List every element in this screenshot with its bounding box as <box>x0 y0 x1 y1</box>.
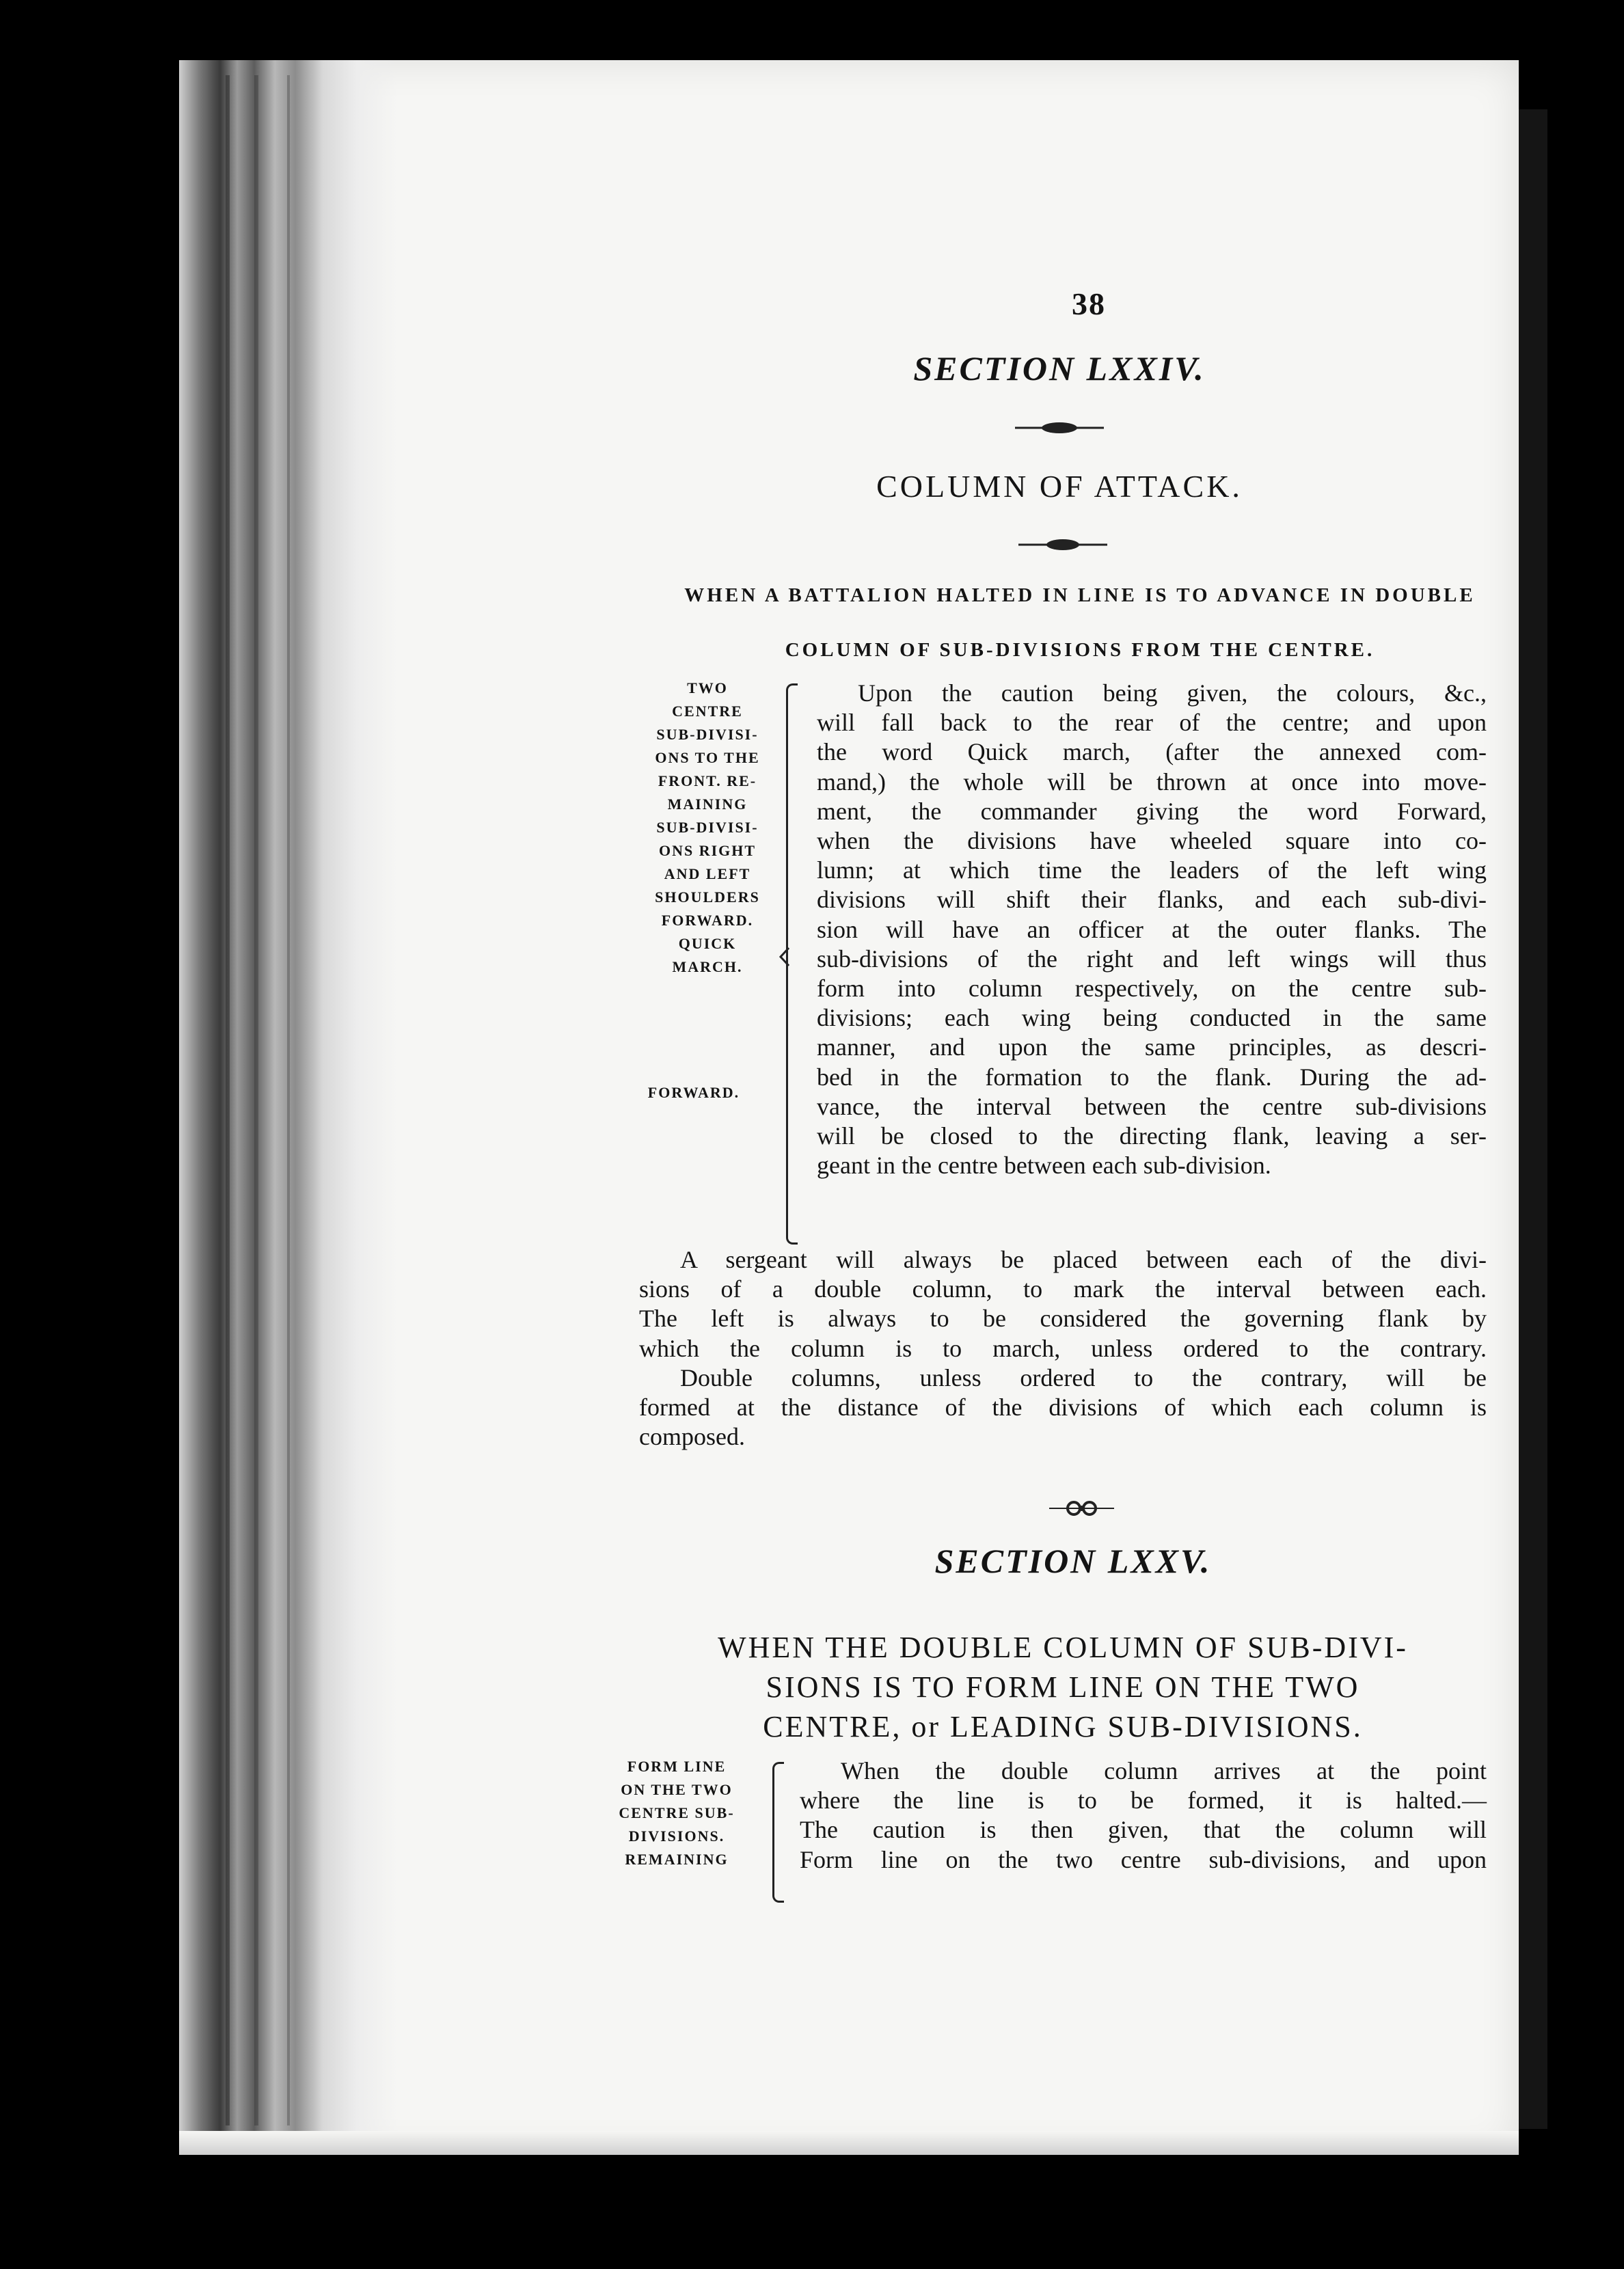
section-74-title: SECTION LXXIV. <box>913 349 1206 388</box>
scanner-edge-strip <box>1519 109 1547 2129</box>
section-74-paragraph-2: A sergeant will always be placed between each of the divi- sions of a double column, to mark the interval between each. The left is always to be considered the governing flank by which the column is to march, unless ordered to the contrary. <box>639 1246 1487 1362</box>
margin-note-column-commands: TWO CENTRE SUB-DIVISI- ONS TO THE FRONT. RE- MAINING SUB-DIVISI- ONS RIGHT AND LEFT SHOULDERS FORWARD. QUICK MARCH. <box>655 679 760 975</box>
section-74-paragraph-3: Double columns, unless ordered to the contrary, will be formed at the distance of the divisions of which each column is composed. <box>639 1364 1487 1451</box>
ornament-rule-icon <box>1018 536 1107 554</box>
margin-note-forward: FORWARD. <box>647 1084 740 1101</box>
page-number: 38 <box>1072 286 1106 321</box>
section-74-subheading-line1: WHEN A BATTALION HALTED IN LINE IS TO ADVANCE IN DOUBLE <box>684 584 1476 606</box>
ornament-rule-icon <box>1015 419 1104 437</box>
section-74-heading: COLUMN OF ATTACK. <box>876 469 1243 504</box>
ornament-scroll-icon <box>1049 1497 1114 1520</box>
section-75-heading: WHEN THE DOUBLE COLUMN OF SUB-DIVI- SIONS IS TO FORM LINE ON THE TWO CENTRE, or LEADING SUB-DIVISIONS. <box>718 1631 1408 1743</box>
bracket-point-icon <box>778 947 791 967</box>
page-bottom-edge <box>179 2131 1519 2155</box>
section-74-subheading-line2: COLUMN OF SUB-DIVISIONS FROM THE CENTRE. <box>785 639 1375 661</box>
margin-note-form-line: FORM LINE ON THE TWO CENTRE SUB- DIVISIONS. REMAINING <box>619 1758 735 1868</box>
binding-shadow-line <box>226 75 230 2125</box>
section-75-title: SECTION LXXV. <box>934 1542 1212 1580</box>
binding-shadow-line <box>287 75 290 2125</box>
binding-shadow-line <box>254 75 258 2125</box>
section-75-paragraph-1: When the double column arrives at the point where the line is to be formed, it is halted.— The caution is then given, that the column will Form line on the two centre sub-divisions, and upon <box>800 1757 1487 1873</box>
margin-bracket <box>772 1762 784 1903</box>
section-74-paragraph-1: Upon the caution being given, the colours, &c., will fall back to the rear of the centre; and upon the word Quick march, (after the annexed com- mand,) the whole will be thrown at once into move- ment, the commander giving the word Forward, when the divisions have wheeled square into co- lumn; at which time the leaders of the left wing divisions will shift their flanks, and each sub-divi- sion will have an officer at the outer flanks. The sub-divisions of the right and left wings will thus form into column respectively, on the centre sub- divisions; each wing being conducted in the same manner, and upon the same principles, as descri- bed in the formation to the flank. During the ad- vance, the interval between the centre sub-divisions will be closed to the directing flank, leaving a ser- geant in the centre between each sub-division. <box>817 679 1487 1180</box>
